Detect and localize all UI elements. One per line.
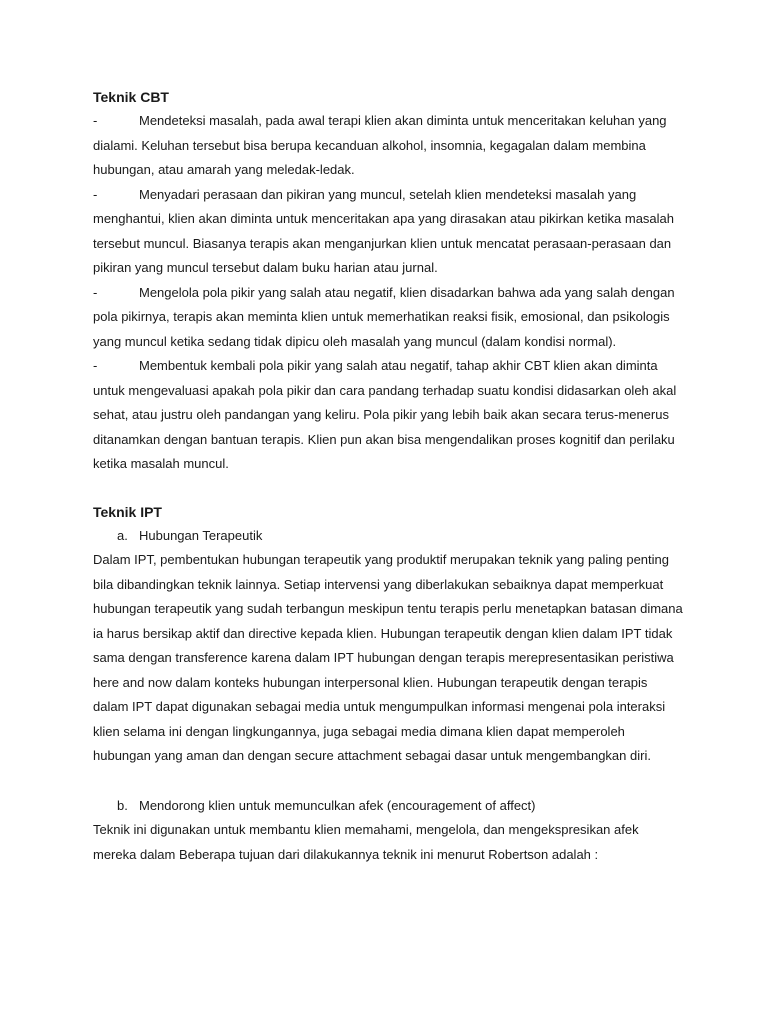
document-page [93,85,683,867]
cbt-heading: Teknik CBT [93,89,169,105]
ipt-subheading-b-text: Mendorong klien untuk memunculkan afek (encouragement of affect) [139,797,536,813]
cbt-item-4 [93,354,683,477]
section-spacer [93,477,683,500]
cbt-item-4-text: Membentuk kembali pola pikir yang salah atau negatif, tahap akhir CBT klien akan diminta untuk mengevaluasi apakah pola pikir dan cara pandang terhadap suatu kondisi didasarkan oleh akal sehat, atau justru oleh pandangan yang keliru. Pola pikir yang lebih baik akan secara terus-menerus ditanamkan dengan bantuan terapis. Klien pun akan bisa mengendalikan proses kognitif dan perilaku ketika masalah muncul. [93,358,677,471]
dash-bullet: - [93,284,98,300]
list-letter-a: a. [117,527,128,543]
ipt-subheading-b [93,794,683,819]
ipt-heading: Teknik IPT [93,503,162,520]
cbt-item-2 [93,183,683,281]
dash-bullet: - [93,113,98,128]
ipt-subheading-a [93,524,683,549]
ipt-section-a-body: Dalam IPT, pembentukan hubungan terapeutik yang produktif merupakan teknik yang paling penting bila dibandingkan teknik lainnya. Setiap intervensi yang diberlakukan sebaiknya dapat memperkuat hubungan terapeutik yang sudah terbangun meskipun tentu terapis perlu menetapkan batasan dimana ia harus bersikap aktif dan directive kepada klien. Hubungan terapeutik dengan klien dalam IPT tidak sama dengan transference karena dalam IPT hubungan dengan terapis merepresentasikan peristiwa here and now dalam konteks hubungan interpersonal klien. Hubungan terapeutik dengan terapis dalam IPT dapat digunakan sebagai media untuk mengumpulkan informasi mengenai pola interaksi klien selama ini dengan lingkungannya, juga sebagai media dimana klien dapat memperoleh hubungan yang aman dan dengan secure attachment sebagai dasar untuk mengembangkan diri. [93,552,683,763]
ipt-subheading-a-text: Hubungan Terapeutik [139,527,263,543]
cbt-item-2-text: Menyadari perasaan dan pikiran yang muncul, setelah klien mendeteksi masalah yang menghantui, klien akan diminta untuk menceritakan apa yang dirasakan atau pikirkan ketika masalah tersebut muncul. Biasanya terapis akan menganjurkan klien untuk mencatat perasaan-perasaan dan pikiran yang muncul tersebut dalam buku harian atau jurnal. [93,186,675,275]
dash-bullet: - [93,358,98,373]
section-spacer [93,769,683,794]
cbt-item-1 [93,109,683,183]
ipt-section-b-body: Teknik ini digunakan untuk membantu klien memahami, mengelola, dan mengekspresikan afek mereka dalam Beberapa tujuan dari dilakukannya teknik ini menurut Robertson adalah : [93,822,639,862]
cbt-item-1-text: Mendeteksi masalah, pada awal terapi klien akan diminta untuk menceritakan keluhan yang dialami. Keluhan tersebut bisa berupa kecanduan alkohol, insomnia, kegagalan dalam membina hubungan, atau amarah yang meledak-ledak. [93,113,667,177]
cbt-item-3 [93,281,683,355]
list-letter-b: b. [117,797,128,813]
dash-bullet: - [93,186,98,202]
cbt-item-3-text: Mengelola pola pikir yang salah atau negatif, klien disadarkan bahwa ada yang salah dengan pola pikirnya, terapis akan meminta klien untuk memerhatikan reaksi fisik, emosional, dan psikologis yang muncul ketika sedang tidak dipicu oleh masalah yang muncul (dalam kondisi normal). [93,284,675,349]
